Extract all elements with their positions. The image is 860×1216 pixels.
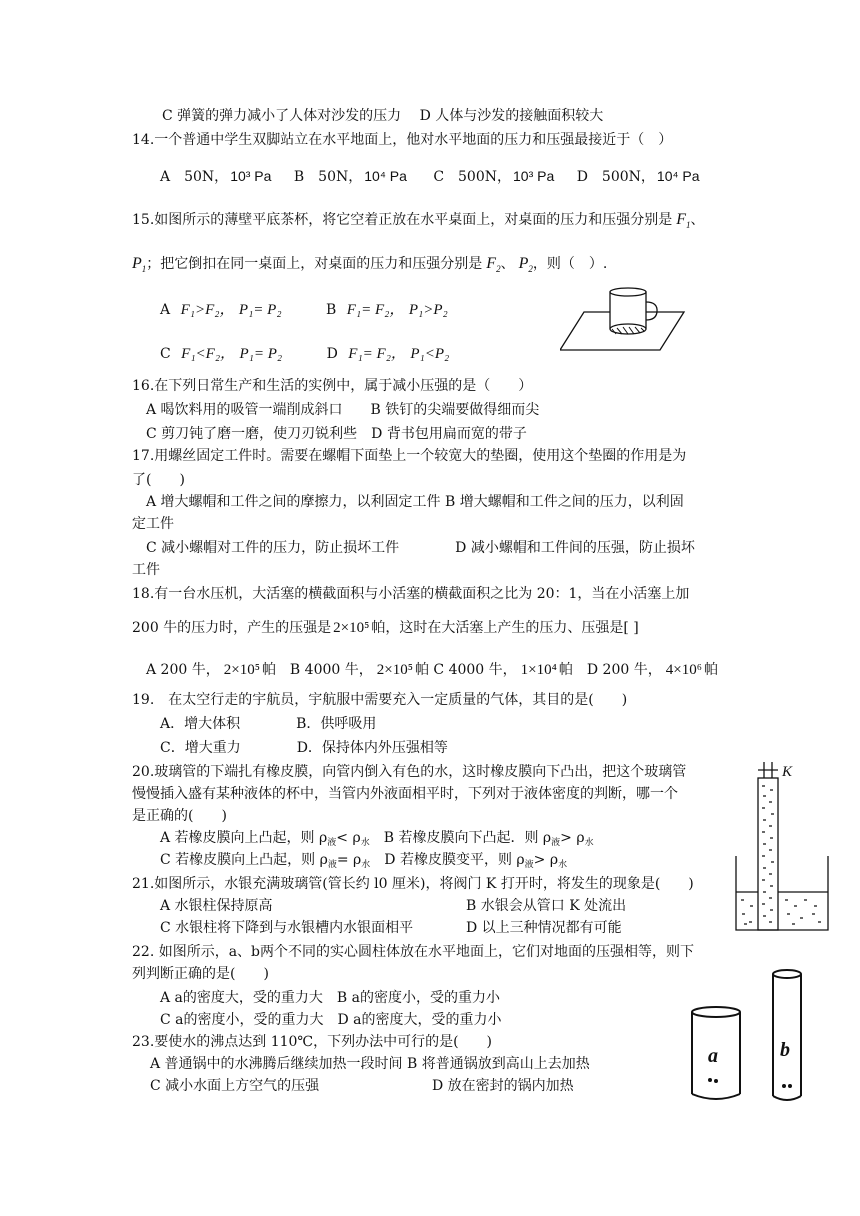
- q14-option-a: A 50N，: [160, 169, 229, 185]
- question-16: 16.在下列日常生产和生活的实例中，属于减小压强的是（ ）: [132, 378, 533, 394]
- q14-options: [160, 166, 700, 187]
- q14-option-b-unit: 10⁴ Pa: [364, 168, 407, 184]
- question-14: 14.一个普通中学生双脚站立在水平地面上，他对水平地面的压力和压强最接近于（ ）: [132, 132, 673, 148]
- q14-option-b: B 50N，: [293, 169, 363, 185]
- q18-text-a: 200 牛的压力时，产生的压强是: [132, 620, 332, 636]
- q17-options-cd-cont: 工件: [132, 562, 160, 578]
- q18-option-d-value: 4×10⁶: [665, 662, 702, 678]
- q18-pressure: 2×10⁵: [333, 620, 370, 636]
- q18-option-c-value: 1×10⁴: [520, 662, 557, 678]
- q16-options-ab: A 喝饮料用的吸管一端削成斜口 B 铁钉的尖端要做得细而尖: [146, 402, 540, 418]
- q20-option-b: B 若橡皮膜向下凸起．则 ρ: [369, 830, 552, 846]
- q18-text-b: 帕，这时在大活塞上产生的压力、压强是[ ]: [371, 620, 639, 636]
- q18-option-d-unit: 帕: [703, 662, 718, 678]
- q20-option-c: C 若橡皮膜向上凸起，则 ρ: [160, 852, 328, 868]
- q22-options-ab: A a的密度大，受的重力大 B a的密度小，受的重力小: [160, 990, 500, 1006]
- q22-options-cd: C a的密度小，受的重力大 D a的密度大，受的重力小: [160, 1012, 502, 1028]
- q15-text-b: ；把它倒扣在同一桌面上，对桌面的压力和压强分别是: [146, 256, 483, 272]
- q15-option-c-f: F₁<F₂，: [181, 346, 236, 362]
- question-20-cont1: 慢慢插入盛有某种液体的杯中，当管内外液面相平时，下列对于液体密度的判断，哪一个: [132, 786, 678, 802]
- q14-option-d: D 500N，: [576, 169, 655, 185]
- question-23: 23.要使水的沸点达到 110℃，下列办法中可行的是( ): [132, 1034, 493, 1050]
- q15-option-a-p: P₁= P₂: [238, 302, 282, 318]
- q21-option-d: D 以上三种情况都有可能: [466, 920, 622, 936]
- q17-options-cd: C 减小螺帽对工件的压力，防止损坏工件 D 减小螺帽和工件间的压强，防止损坏: [146, 540, 695, 556]
- question-18: 18.有一台水压机，大活塞的横截面积与小活塞的横截面积之比为 20：1，当在小活塞上加: [132, 586, 690, 602]
- q16-options-cd: C 剪刀钝了磨一磨，使刀刃锐利些 D 背书包用扁而宽的带子: [146, 426, 527, 442]
- q21-option-c: C 水银柱将下降到与水银槽内水银面相平: [160, 920, 414, 936]
- valve-k-label: K: [782, 764, 793, 780]
- q20-option-a: A 若橡皮膜向上凸起，则 ρ: [160, 830, 328, 846]
- q15-option-b-p: P₁>P₂: [408, 302, 448, 318]
- q21-option-a: A 水银柱保持原高: [160, 898, 273, 914]
- q18-option-b: 帕 B 4000 牛，: [261, 662, 373, 678]
- q17-options-ab-cont: 定工件: [132, 516, 174, 532]
- q18-option-b-value: 2×10⁵: [376, 662, 413, 678]
- q15-options-cd: [160, 344, 449, 364]
- q15-option-b: B: [326, 302, 337, 318]
- cup-on-table-figure: [560, 282, 686, 354]
- q15-option-c-p: P₁= P₂: [239, 346, 283, 362]
- q15-options-ab: [160, 300, 448, 320]
- cylinders-figure: [684, 966, 814, 1108]
- q15-option-a-f: F₁>F₂，: [180, 302, 235, 318]
- q15-option-b-f: F₁= F₂，: [346, 302, 405, 318]
- q15-text-c: ，则（ ）.: [532, 256, 608, 272]
- q14-option-c-unit: 10³ Pa: [513, 168, 555, 184]
- option-line: C 弹簧的弹力减小了人体对沙发的压力 D 人体与沙发的接触面积较大: [162, 108, 604, 124]
- q23-option-c: C 减小水面上方空气的压强: [150, 1078, 320, 1094]
- q14-option-a-unit: 10³ Pa: [230, 168, 272, 184]
- question-22-cont: 列判断正确的是( ): [132, 966, 269, 982]
- q20-option-d: D 若橡皮膜变平，则 ρ: [370, 852, 525, 868]
- q23-option-d: D 放在密封的锅内加热: [432, 1078, 574, 1094]
- q19-options-cd: C．增大重力 D．保持体内外压强相等: [160, 740, 448, 756]
- question-18-cont: [132, 618, 639, 638]
- q20-options-cd: C 若橡皮膜向上凸起，则 $\rho_液= \rho_水$ D 若橡皮膜变平，则 $\rho_液> \rho_水$: [160, 852, 568, 870]
- question-21: 21.如图所示，水银充满玻璃管(管长约 l0 厘米)，将阀门 K 打开时，将发生的现象是( ): [132, 876, 694, 892]
- q18-option-a: A 200 牛，: [146, 662, 220, 678]
- q14-option-c: C 500N，: [433, 169, 511, 185]
- q15-option-a: A: [160, 302, 171, 318]
- question-20-cont2: 是正确的( ): [132, 808, 227, 824]
- q18-option-c: 帕 C 4000 牛，: [414, 662, 517, 678]
- question-19: 19. 在太空行走的宇航员，宇航服中需要充入一定质量的气体，其目的是( ): [132, 692, 628, 708]
- q15-option-d-p: P₁<P₂: [410, 346, 450, 362]
- q23-options-ab: A 普通锅中的水沸腾后继续加热一段时间 B 将普通锅放到高山上去加热: [150, 1056, 590, 1072]
- cylinder-a-label: a: [708, 1045, 718, 1067]
- question-17-cont: 了( ): [132, 472, 185, 488]
- question-22: 22. 如图所示，a、b两个不同的实心圆柱体放在水平地面上，它们对地面的压强相等，则下: [132, 944, 695, 960]
- question-20: 20.玻璃管的下端扎有橡皮膜，向管内倒入有色的水，这时橡皮膜向下凸出，把这个玻璃管: [132, 764, 687, 780]
- q18-option-d: 帕 D 200 牛，: [558, 662, 662, 678]
- cylinder-b-label: b: [780, 1039, 790, 1061]
- mercury-tube-figure: [732, 756, 836, 934]
- q17-options-ab: A 增大螺帽和工件之间的摩擦力，以利固定工件 B 增大螺帽和工件之间的压力，以利固: [146, 494, 684, 510]
- question-15-cont: $P_1$；把它倒扣在同一桌面上，对桌面的压力和压强分别是 $F_2$、 $P_2$，则（ ）.: [132, 255, 608, 275]
- q15-text-a: 15.如图所示的薄壁平底茶杯，将它空着正放在水平桌面上，对桌面的压力和压强分别是: [132, 212, 673, 228]
- q20-options-ab: A 若橡皮膜向上凸起，则 $\rho_液< \rho_水$ B 若橡皮膜向下凸起．则 $\rho_液> \rho_水$: [160, 830, 594, 848]
- q15-option-c: C: [160, 346, 171, 362]
- q19-options-ab: A．增大体积 B．供呼吸用: [160, 716, 377, 732]
- q21-option-b: B 水银会从管口 K 处流出: [466, 898, 627, 914]
- q15-option-d-f: F₁= F₂，: [348, 346, 406, 362]
- q15-option-d: D: [326, 346, 338, 362]
- question-17: 17.用螺丝固定工件时。需要在螺帽下面垫上一个较宽大的垫圈，使用这个垫圈的作用是为: [132, 448, 687, 464]
- q18-option-a-value: 2×10⁵: [223, 662, 260, 678]
- question-15: 15.如图所示的薄壁平底茶杯，将它空着正放在水平桌面上，对桌面的压力和压强分别是 $F_1$、: [132, 211, 705, 231]
- q18-options: [146, 660, 718, 680]
- q14-option-d-unit: 10⁴ Pa: [656, 168, 700, 184]
